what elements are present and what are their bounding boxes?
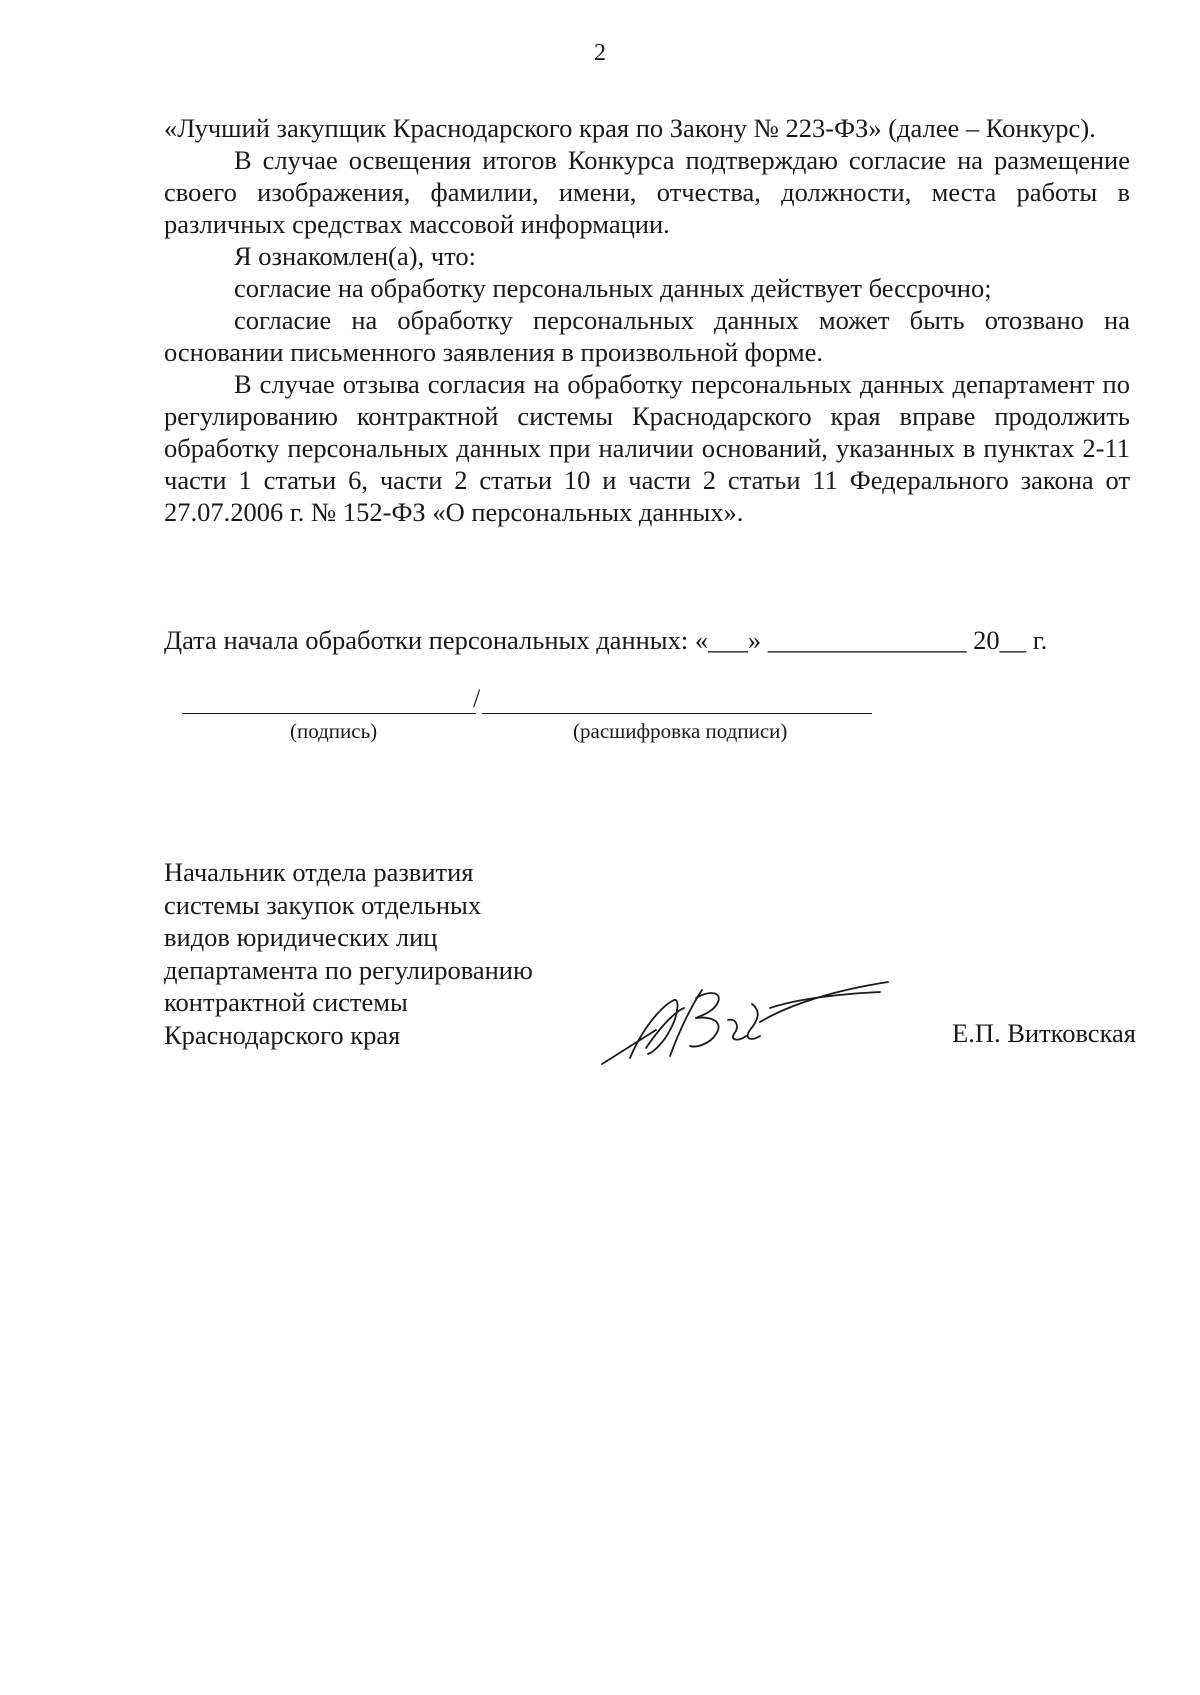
position-line: Краснодарского края (164, 1019, 401, 1050)
signature-underline (182, 713, 476, 714)
signatory-position (164, 856, 533, 1051)
paragraph-media-consent: В случае освещения итогов Конкурса подтверждаю согласие на размещение своего изображения, фамилии, имени, отчества, должности, места работы в различных средствах массовой информации. (164, 145, 1130, 239)
position-line: системы закупок отдельных (164, 889, 482, 920)
position-line: видов юридических лиц (164, 922, 438, 952)
paragraph-consent-withdrawal: согласие на обработку персональных данных может быть отозвано на основании письменного заявления в произвольной форме. (164, 305, 1130, 367)
position-line: контрактной системы (164, 987, 408, 1017)
consent-body (164, 112, 1130, 528)
paragraph-contest-name: «Лучший закупщик Краснодарского края по Закону № 223-ФЗ» (далее – Конкурс). (164, 113, 1096, 143)
page-number: 2 (594, 40, 606, 66)
processing-start-date-line: Дата начала обработки персональных данных: «___» _______________ 20__ г. (164, 625, 1048, 655)
signature-caption: (подпись) (290, 719, 378, 743)
position-line: Начальник отдела развития (164, 857, 474, 887)
paragraph-consent-duration: согласие на обработку персональных данных действует бессрочно; (234, 273, 992, 303)
paragraph-withdrawal-processing: В случае отзыва согласия на обработку персональных данных департамент по регулированию контрактной системы Краснодарского края вправе продолжить обработку персональных данных при наличии оснований, указанных в пунктах 2-11 части 1 статьи 6, части 2 статьи 10 и части 2 статьи 11 Федерального закона от 27.07.2006 г. № 152-ФЗ «О персональных данных». (164, 369, 1130, 527)
signature-decoding-underline (482, 713, 872, 714)
handwritten-signature (600, 960, 890, 1070)
signer-name: Е.П. Витковская (952, 1018, 1136, 1048)
paragraph-acknowledged: Я ознакомлен(а), что: (234, 241, 477, 271)
position-line: департамента по регулированию (164, 954, 533, 985)
signature-separator-slash: / (473, 684, 481, 713)
signature-decoding-caption: (расшифровка подписи) (573, 719, 788, 743)
